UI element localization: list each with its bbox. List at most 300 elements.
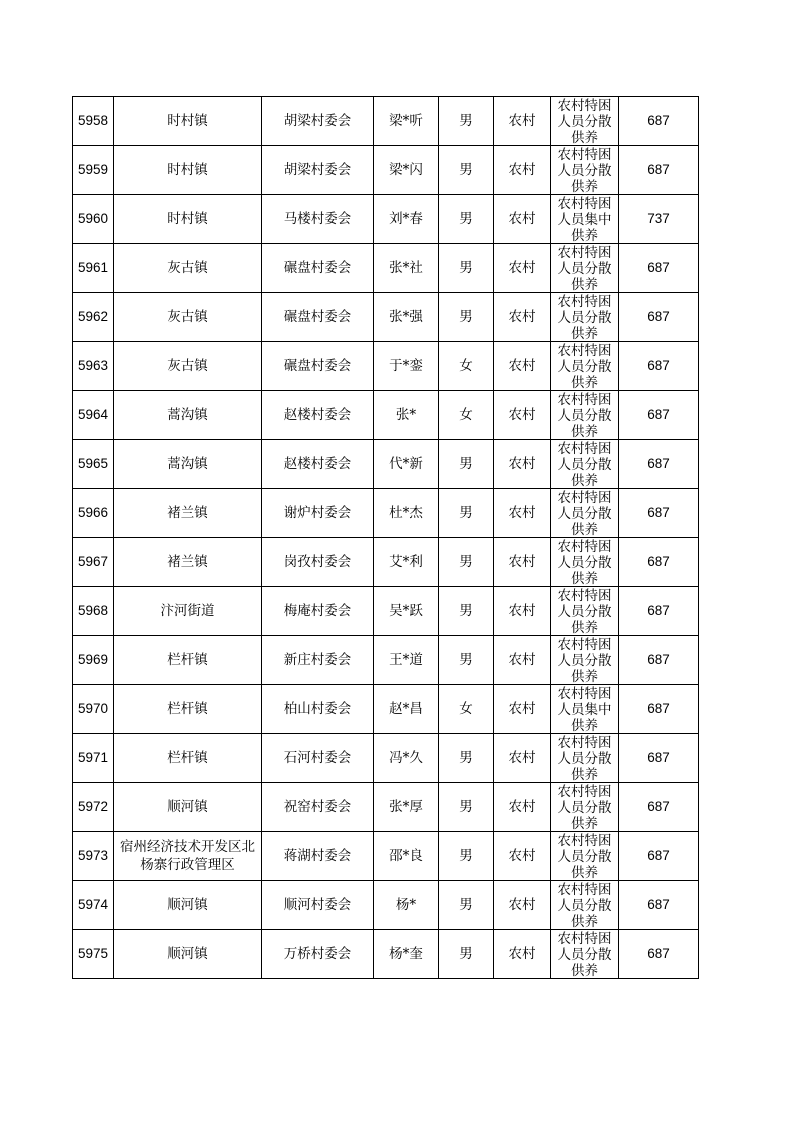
cell-town-text: 灰古镇 (167, 260, 208, 276)
cell-area-type (494, 195, 551, 244)
cell-support-category (551, 293, 619, 342)
cell-support-category-text: 农村特困人员分散供养 (557, 539, 612, 586)
cell-gender (439, 342, 494, 391)
cell-amount (619, 783, 699, 832)
cell-serial-number-text: 5960 (77, 211, 109, 226)
cell-amount-text: 687 (647, 750, 670, 765)
table-row (73, 244, 699, 293)
cell-support-category (551, 97, 619, 146)
cell-support-category-text: 农村特困人员分散供养 (557, 343, 612, 390)
table-row (73, 538, 699, 587)
cell-support-category (551, 734, 619, 783)
cell-support-category-text: 农村特困人员分散供养 (557, 245, 612, 292)
cell-amount-text: 687 (647, 260, 670, 275)
cell-person-name-text: 王*道 (389, 652, 423, 668)
cell-gender-text: 男 (459, 505, 473, 521)
cell-amount (619, 440, 699, 489)
cell-town (114, 783, 262, 832)
cell-support-category-text: 农村特困人员分散供养 (557, 98, 612, 145)
cell-village-committee (262, 538, 374, 587)
cell-serial-number-text: 5967 (77, 554, 109, 569)
cell-area-type (494, 440, 551, 489)
cell-amount (619, 489, 699, 538)
cell-person-name (374, 195, 439, 244)
cell-support-category (551, 881, 619, 930)
cell-village-committee-text: 石河村委会 (283, 750, 352, 766)
cell-person-name (374, 685, 439, 734)
cell-amount (619, 146, 699, 195)
cell-support-category (551, 783, 619, 832)
cell-gender-text: 男 (459, 652, 473, 668)
cell-village-committee (262, 293, 374, 342)
cell-village-committee-text: 新庄村委会 (283, 652, 352, 668)
cell-person-name (374, 391, 439, 440)
cell-gender-text: 男 (459, 260, 473, 276)
cell-gender (439, 440, 494, 489)
cell-person-name (374, 342, 439, 391)
cell-serial-number-text: 5970 (77, 701, 109, 716)
cell-village-committee-text: 谢炉村委会 (283, 505, 352, 521)
cell-amount (619, 293, 699, 342)
cell-village-committee (262, 636, 374, 685)
cell-area-type (494, 832, 551, 881)
cell-area-type-text: 农村 (508, 113, 536, 129)
table-row (73, 146, 699, 195)
cell-gender (439, 685, 494, 734)
cell-gender (439, 489, 494, 538)
cell-town (114, 587, 262, 636)
cell-amount-text: 687 (647, 799, 670, 814)
cell-village-committee-text: 碾盘村委会 (283, 358, 352, 374)
cell-area-type (494, 636, 551, 685)
cell-town (114, 636, 262, 685)
cell-person-name-text: 于*銮 (389, 358, 423, 374)
cell-town (114, 195, 262, 244)
cell-serial-number-text: 5973 (77, 848, 109, 863)
cell-amount (619, 734, 699, 783)
cell-amount-text: 687 (647, 848, 670, 863)
table-row (73, 440, 699, 489)
cell-gender-text: 男 (459, 897, 473, 913)
cell-person-name-text: 梁*闪 (389, 162, 423, 178)
cell-person-name-text: 杜*杰 (389, 505, 423, 521)
cell-village-committee-text: 梅庵村委会 (283, 603, 352, 619)
cell-area-type-text: 农村 (508, 456, 536, 472)
cell-support-category (551, 195, 619, 244)
cell-support-category-text: 农村特困人员分散供养 (557, 882, 612, 929)
cell-area-type-text: 农村 (508, 260, 536, 276)
cell-serial-number (73, 636, 114, 685)
cell-serial-number-text: 5963 (77, 358, 109, 373)
cell-gender (439, 930, 494, 979)
cell-person-name-text: 张* (395, 407, 417, 423)
cell-gender (439, 391, 494, 440)
cell-amount (619, 930, 699, 979)
cell-serial-number-text: 5962 (77, 309, 109, 324)
cell-village-committee-text: 马楼村委会 (283, 211, 352, 227)
cell-village-committee-text: 碾盘村委会 (283, 309, 352, 325)
cell-amount-text: 687 (647, 505, 670, 520)
cell-town (114, 244, 262, 293)
cell-support-category (551, 146, 619, 195)
cell-serial-number (73, 783, 114, 832)
cell-serial-number (73, 146, 114, 195)
cell-village-committee (262, 342, 374, 391)
cell-area-type (494, 293, 551, 342)
cell-village-committee-text: 岗孜村委会 (283, 554, 352, 570)
cell-person-name-text: 赵*昌 (389, 701, 423, 717)
cell-person-name (374, 293, 439, 342)
table-row (73, 293, 699, 342)
cell-amount-text: 687 (647, 652, 670, 667)
cell-person-name-text: 邵*良 (389, 848, 423, 864)
cell-serial-number-text: 5959 (77, 162, 109, 177)
cell-amount (619, 97, 699, 146)
cell-support-category (551, 391, 619, 440)
cell-village-committee (262, 244, 374, 293)
cell-village-committee (262, 783, 374, 832)
cell-village-committee (262, 489, 374, 538)
cell-area-type (494, 538, 551, 587)
cell-amount (619, 342, 699, 391)
cell-village-committee-text: 胡梁村委会 (283, 162, 352, 178)
cell-village-committee-text: 碾盘村委会 (283, 260, 352, 276)
cell-gender (439, 293, 494, 342)
table-row (73, 342, 699, 391)
cell-amount-text: 687 (647, 113, 670, 128)
cell-gender (439, 783, 494, 832)
cell-person-name (374, 146, 439, 195)
cell-village-committee (262, 195, 374, 244)
cell-person-name-text: 张*社 (389, 260, 423, 276)
cell-support-category-text: 农村特困人员分散供养 (557, 147, 612, 194)
cell-serial-number (73, 930, 114, 979)
table-row (73, 97, 699, 146)
cell-serial-number-text: 5974 (77, 897, 109, 912)
cell-serial-number-text: 5968 (77, 603, 109, 618)
cell-town-text: 时村镇 (167, 162, 208, 178)
cell-area-type (494, 342, 551, 391)
cell-serial-number (73, 440, 114, 489)
cell-serial-number-text: 5965 (77, 456, 109, 471)
cell-town (114, 832, 262, 881)
cell-person-name (374, 489, 439, 538)
cell-amount-text: 687 (647, 456, 670, 471)
cell-village-committee (262, 146, 374, 195)
cell-area-type (494, 734, 551, 783)
cell-person-name-text: 冯*久 (389, 750, 423, 766)
cell-town (114, 930, 262, 979)
cell-village-committee (262, 832, 374, 881)
cell-person-name-text: 刘*春 (389, 211, 423, 227)
cell-area-type-text: 农村 (508, 799, 536, 815)
table-row (73, 930, 699, 979)
cell-support-category-text: 农村特困人员分散供养 (557, 441, 612, 488)
cell-amount (619, 391, 699, 440)
cell-area-type (494, 97, 551, 146)
table-row (73, 391, 699, 440)
cell-support-category-text: 农村特困人员分散供养 (557, 637, 612, 684)
cell-village-committee (262, 734, 374, 783)
cell-area-type-text: 农村 (508, 407, 536, 423)
cell-serial-number-text: 5975 (77, 946, 109, 961)
cell-support-category-text: 农村特困人员分散供养 (557, 735, 612, 782)
cell-person-name (374, 734, 439, 783)
cell-person-name (374, 97, 439, 146)
cell-gender-text: 男 (459, 211, 473, 227)
cell-gender-text: 男 (459, 113, 473, 129)
cell-support-category (551, 930, 619, 979)
cell-gender (439, 97, 494, 146)
cell-serial-number (73, 293, 114, 342)
cell-person-name (374, 881, 439, 930)
cell-gender-text: 男 (459, 848, 473, 864)
cell-serial-number (73, 97, 114, 146)
cell-town-text: 褚兰镇 (167, 505, 208, 521)
cell-person-name-text: 梁*听 (389, 113, 423, 129)
cell-amount-text: 687 (647, 407, 670, 422)
cell-area-type (494, 881, 551, 930)
cell-area-type-text: 农村 (508, 358, 536, 374)
cell-town-text: 顺河镇 (167, 897, 208, 913)
relief-roster-table (72, 96, 699, 979)
cell-town (114, 391, 262, 440)
cell-town-text: 蒿沟镇 (167, 456, 208, 472)
cell-village-committee (262, 881, 374, 930)
cell-person-name (374, 832, 439, 881)
cell-area-type (494, 391, 551, 440)
cell-area-type (494, 489, 551, 538)
table-row (73, 685, 699, 734)
cell-support-category (551, 538, 619, 587)
cell-town (114, 97, 262, 146)
cell-town (114, 685, 262, 734)
cell-area-type-text: 农村 (508, 848, 536, 864)
cell-village-committee-text: 万桥村委会 (283, 946, 352, 962)
cell-area-type-text: 农村 (508, 505, 536, 521)
cell-town (114, 293, 262, 342)
cell-town-text: 时村镇 (167, 113, 208, 129)
cell-support-category-text: 农村特困人员分散供养 (557, 490, 612, 537)
cell-town-text: 时村镇 (167, 211, 208, 227)
cell-town-text: 栏杆镇 (167, 750, 208, 766)
table-row (73, 832, 699, 881)
cell-amount-text: 687 (647, 701, 670, 716)
cell-serial-number-text: 5972 (77, 799, 109, 814)
cell-town-text: 灰古镇 (167, 358, 208, 374)
cell-town-text: 栏杆镇 (167, 701, 208, 717)
cell-support-category-text: 农村特困人员分散供养 (557, 833, 612, 880)
cell-area-type-text: 农村 (508, 554, 536, 570)
cell-support-category (551, 636, 619, 685)
cell-serial-number (73, 342, 114, 391)
cell-serial-number (73, 685, 114, 734)
cell-village-committee-text: 胡梁村委会 (283, 113, 352, 129)
cell-serial-number (73, 587, 114, 636)
cell-person-name (374, 538, 439, 587)
cell-support-category (551, 832, 619, 881)
cell-amount (619, 195, 699, 244)
cell-village-committee (262, 440, 374, 489)
cell-area-type-text: 农村 (508, 946, 536, 962)
cell-town-text: 灰古镇 (167, 309, 208, 325)
cell-area-type-text: 农村 (508, 309, 536, 325)
table-row (73, 195, 699, 244)
cell-person-name-text: 吴*跃 (389, 603, 423, 619)
cell-amount-text: 687 (647, 603, 670, 618)
cell-village-committee-text: 顺河村委会 (283, 897, 352, 913)
cell-support-category-text: 农村特困人员分散供养 (557, 784, 612, 831)
cell-area-type-text: 农村 (508, 211, 536, 227)
cell-serial-number (73, 538, 114, 587)
cell-support-category (551, 587, 619, 636)
cell-area-type-text: 农村 (508, 652, 536, 668)
cell-gender-text: 女 (459, 701, 473, 717)
cell-town-text: 顺河镇 (167, 799, 208, 815)
cell-gender (439, 636, 494, 685)
cell-town-text: 宿州经济技术开发区北杨寨行政管理区 (120, 839, 255, 873)
cell-serial-number-text: 5958 (77, 113, 109, 128)
cell-area-type-text: 农村 (508, 701, 536, 717)
cell-gender (439, 587, 494, 636)
cell-serial-number-text: 5969 (77, 652, 109, 667)
cell-amount-text: 687 (647, 554, 670, 569)
cell-town (114, 538, 262, 587)
cell-amount (619, 832, 699, 881)
cell-area-type (494, 244, 551, 293)
cell-area-type-text: 农村 (508, 897, 536, 913)
cell-serial-number-text: 5971 (77, 750, 109, 765)
table-row (73, 881, 699, 930)
cell-support-category-text: 农村特困人员分散供养 (557, 294, 612, 341)
cell-area-type (494, 685, 551, 734)
cell-town-text: 蒿沟镇 (167, 407, 208, 423)
cell-support-category (551, 685, 619, 734)
cell-person-name (374, 783, 439, 832)
cell-support-category-text: 农村特困人员分散供养 (557, 931, 612, 978)
cell-gender (439, 881, 494, 930)
cell-person-name-text: 杨*奎 (389, 946, 423, 962)
cell-serial-number (73, 391, 114, 440)
cell-town (114, 146, 262, 195)
cell-amount-text: 687 (647, 358, 670, 373)
cell-gender (439, 244, 494, 293)
cell-area-type-text: 农村 (508, 162, 536, 178)
cell-gender (439, 734, 494, 783)
cell-amount-text: 687 (647, 946, 670, 961)
table-row (73, 783, 699, 832)
cell-amount (619, 538, 699, 587)
cell-village-committee (262, 685, 374, 734)
cell-village-committee-text: 赵楼村委会 (283, 456, 352, 472)
cell-area-type (494, 930, 551, 979)
cell-town-text: 栏杆镇 (167, 652, 208, 668)
cell-amount-text: 737 (647, 211, 670, 226)
cell-support-category (551, 244, 619, 293)
cell-amount (619, 881, 699, 930)
cell-person-name-text: 张*厚 (389, 799, 423, 815)
cell-gender (439, 146, 494, 195)
cell-support-category-text: 农村特困人员分散供养 (557, 392, 612, 439)
cell-serial-number-text: 5964 (77, 407, 109, 422)
table-row (73, 489, 699, 538)
cell-support-category-text: 农村特困人员集中供养 (557, 686, 612, 733)
table-row (73, 587, 699, 636)
cell-support-category-text: 农村特困人员分散供养 (557, 588, 612, 635)
cell-gender-text: 男 (459, 799, 473, 815)
cell-gender (439, 538, 494, 587)
cell-gender-text: 女 (459, 407, 473, 423)
cell-gender-text: 男 (459, 603, 473, 619)
cell-village-committee (262, 391, 374, 440)
cell-town-text: 汴河街道 (160, 603, 215, 619)
cell-amount (619, 587, 699, 636)
cell-area-type-text: 农村 (508, 603, 536, 619)
table-row (73, 636, 699, 685)
cell-village-committee-text: 柏山村委会 (283, 701, 352, 717)
cell-town-text: 褚兰镇 (167, 554, 208, 570)
cell-support-category (551, 489, 619, 538)
cell-village-committee (262, 587, 374, 636)
cell-town (114, 489, 262, 538)
cell-gender-text: 男 (459, 554, 473, 570)
cell-area-type (494, 587, 551, 636)
cell-person-name (374, 440, 439, 489)
cell-town (114, 440, 262, 489)
cell-serial-number (73, 832, 114, 881)
cell-person-name-text: 代*新 (389, 456, 423, 472)
cell-amount-text: 687 (647, 309, 670, 324)
cell-person-name (374, 930, 439, 979)
cell-gender-text: 男 (459, 946, 473, 962)
table-body (73, 97, 699, 979)
cell-amount-text: 687 (647, 162, 670, 177)
cell-person-name (374, 244, 439, 293)
cell-area-type (494, 146, 551, 195)
cell-gender-text: 男 (459, 750, 473, 766)
cell-village-committee-text: 蒋湖村委会 (283, 848, 352, 864)
cell-amount (619, 244, 699, 293)
cell-gender-text: 女 (459, 358, 473, 374)
cell-town-text: 顺河镇 (167, 946, 208, 962)
cell-gender-text: 男 (459, 162, 473, 178)
cell-person-name (374, 587, 439, 636)
cell-town (114, 881, 262, 930)
cell-serial-number (73, 881, 114, 930)
cell-person-name-text: 杨* (395, 897, 417, 913)
cell-amount-text: 687 (647, 897, 670, 912)
cell-gender-text: 男 (459, 309, 473, 325)
cell-support-category-text: 农村特困人员集中供养 (557, 196, 612, 243)
cell-serial-number (73, 244, 114, 293)
cell-town (114, 342, 262, 391)
table-row (73, 734, 699, 783)
cell-serial-number-text: 5966 (77, 505, 109, 520)
cell-amount (619, 685, 699, 734)
cell-support-category (551, 342, 619, 391)
cell-person-name (374, 636, 439, 685)
cell-amount (619, 636, 699, 685)
cell-village-committee-text: 祝窑村委会 (283, 799, 352, 815)
cell-village-committee (262, 930, 374, 979)
cell-serial-number-text: 5961 (77, 260, 109, 275)
cell-area-type (494, 783, 551, 832)
cell-serial-number (73, 734, 114, 783)
cell-town (114, 734, 262, 783)
cell-area-type-text: 农村 (508, 750, 536, 766)
cell-person-name-text: 艾*利 (389, 554, 423, 570)
cell-serial-number (73, 195, 114, 244)
